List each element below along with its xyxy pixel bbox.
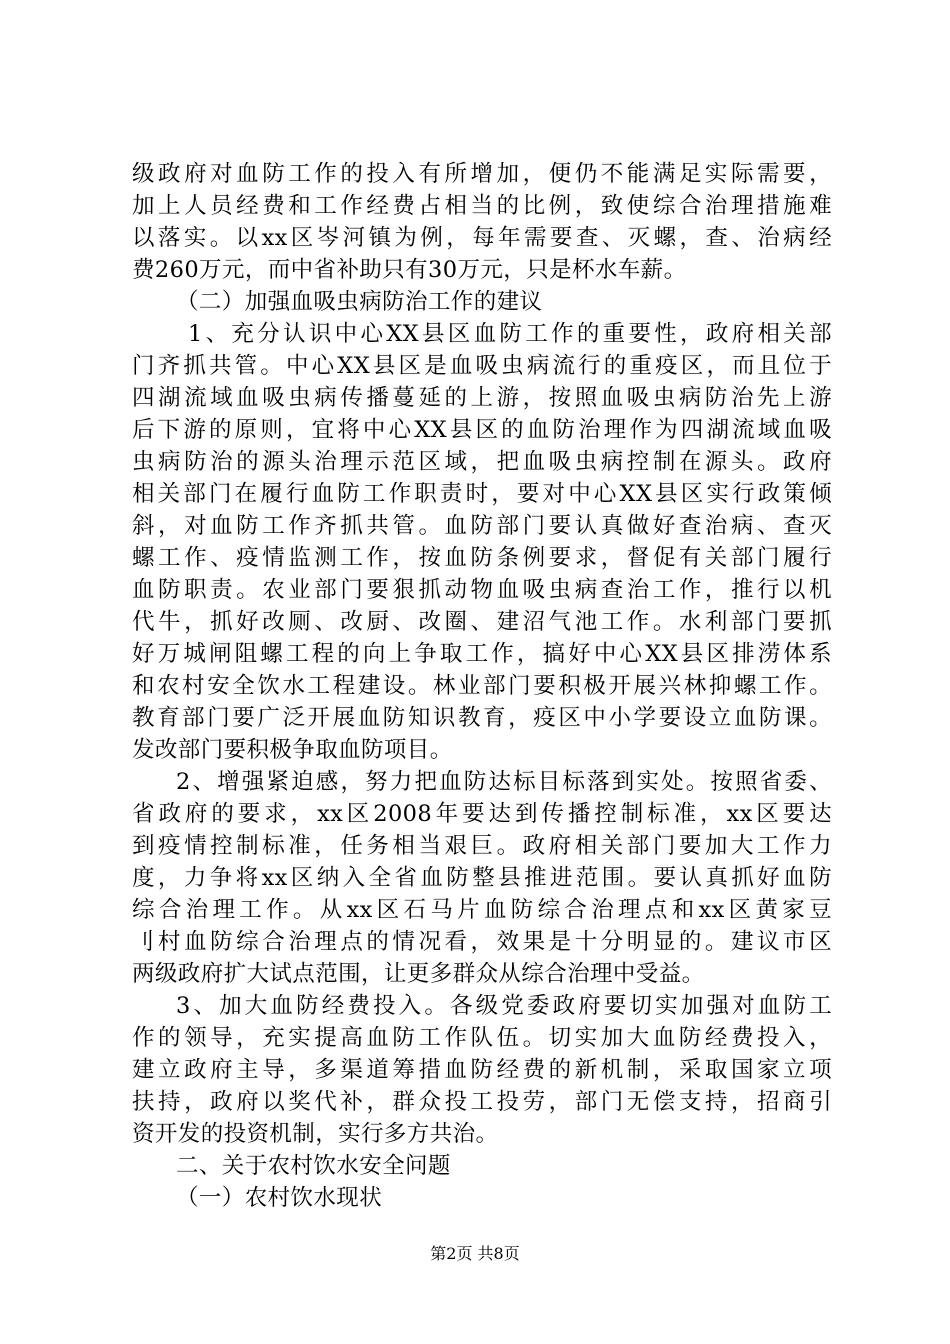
text-line: 好万城闸阻螺工程的向上争取工作，搞好中心XX县区排涝体系 [132,641,832,667]
text-line: 相关部门在履行血防工作职责时，要对中心XX县区实行政策倾 [132,481,832,507]
subsection-heading: （一）农村饮水现状 [176,1185,383,1211]
text-line: 作的领导，充实提高血防工作队伍。切实加大血防经费投入， [132,1025,832,1051]
text-line: 螺工作、疫情监测工作，按血防条例要求，督促有关部门履行 [132,545,832,571]
section-heading: 二、关于农村饮水安全问题 [176,1153,451,1179]
text-line: 度，力争将xx区纳入全省血防整县推进范围。要认真抓好血防 [132,865,832,891]
text-line: 和农村安全饮水工程建设。林业部门要积极开展兴林抑螺工作。 [132,673,832,699]
text-line: 以落实。以xx区岑河镇为例，每年需要查、灭螺，查、治病经 [132,225,832,251]
section-heading: （二）加强血吸虫病防治工作的建议 [176,289,543,315]
text-line: 两级政府扩大试点范围，让更多群众从综合治理中受益。 [132,961,705,987]
text-line: 教育部门要广泛开展血防知识教育，疫区中小学要设立血防课。 [132,705,832,731]
text-line: 虫病防治的源头治理示范区域，把血吸虫病控制在源头。政府 [132,449,832,475]
text-line: 门齐抓共管。中心XX县区是血吸虫病流行的重疫区，而且位于 [132,353,832,379]
text-line: 加上人员经费和工作经费占相当的比例，致使综合治理措施难 [132,193,832,219]
text-line: 费260万元，而中省补助只有30万元，只是杯水车薪。 [132,257,687,283]
text-line: 建立政府主导，多渠道筹措血防经费的新机制，采取国家立项 [132,1057,832,1083]
paragraph-start: 3、加大血防经费投入。各级党委政府要切实加强对血防工 [176,993,832,1019]
text-line: 省政府的要求，xx区2008年要达到传播控制标准，xx区要达 [132,801,832,827]
page-number: 第2页 共8页 [430,1244,520,1263]
text-line: 到疫情控制标准，任务相当艰巨。政府相关部门要加大工作力 [132,833,832,859]
text-line: 级政府对血防工作的投入有所增加，便仍不能满足实际需要， [132,161,832,187]
text-line: 斜，对血防工作齐抓共管。血防部门要认真做好查治病、查灭 [132,513,832,539]
text-line: 刂村血防综合治理点的情况看，效果是十分明显的。建议市区 [132,929,832,955]
text-line: 资开发的投资机制，实行多方共治。 [132,1121,499,1147]
text-line: 扶持，政府以奖代补，群众投工投劳，部门无偿支持，招商引 [132,1089,832,1115]
text-line: 代牛，抓好改厕、改厨、改圈、建沼气池工作。水利部门要抓 [132,609,832,635]
text-line: 四湖流域血吸虫病传播蔓延的上游，按照血吸虫病防治先上游 [132,385,832,411]
text-line: 综合治理工作。从xx区石马片血防综合治理点和xx区黄家豆 [132,897,832,923]
text-line: 血防职责。农业部门要狠抓动物血吸虫病查治工作，推行以机 [132,577,832,603]
document-body [132,158,832,1214]
paragraph-start: 1、充分认识中心XX县区血防工作的重要性，政府相关部 [188,321,832,347]
text-line: 发改部门要积极争取血防项目。 [132,737,453,763]
text-line: 后下游的原则，宜将中心XX县区的血防治理作为四湖流域血吸 [132,417,832,443]
paragraph-start: 2、增强紧迫感，努力把血防达标目标落到实处。按照省委、 [176,769,832,795]
